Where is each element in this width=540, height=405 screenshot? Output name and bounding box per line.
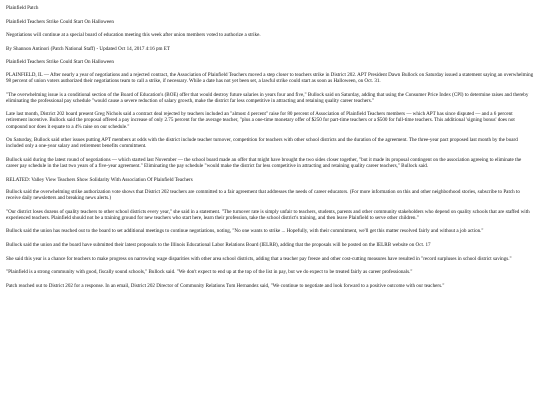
paragraph: Bullock said the union has reached out to the board to set additional meetings to continue negotiations, noting, "No one wants to strike ... Hopefully, with their commitment, we'll get this matter resolved fairly and without a job action."	[6, 228, 484, 235]
paragraph: "The overwhelming issue is a conditional section of the Board of Education's (BOE) offer that would destroy future salaries in years four and five," Bullock said on Saturday, adding that using the Consumer Price Index (CPI) to determine raises and thereby eliminating the professional pay schedule "would cause a severe reduction of salary growth, make the district far less competitive in attracting and retaining quality career teachers."	[6, 91, 529, 104]
paragraph: "Our district loses dozens of quality teachers to other school districts every year," she said in a statement. "The turnover rate is simply unfair to teachers, students, parents and other community stakeholders who depend on quality schools that are staffed with experienced teachers. Plainfield should not be a training ground for new teachers who start here, learn their profession, take the school district's training, and then leave Plainfield to serve other children."	[6, 208, 530, 221]
paragraph: Bullock said the union and the board have submitted their latest proposals to the Illinois Educational Labor Relations Board (IELRB), adding that the proposals will be posted on the IELRB website on Oct. 17	[6, 242, 431, 249]
paragraph: On Saturday, Bullock said other issues putting APT members at odds with the district include teacher turnover, competition for teachers with other school districts and the duration of the agreement. The three-year pact proposed last month by the board included only a one-year salary and retirement benefits commitment.	[6, 137, 518, 150]
byline: By Shannon Antinori (Patch National Staff) - Updated Oct 14, 2017 4:16 pm ET	[6, 45, 171, 52]
paragraph: PLAINFIELD, IL — After nearly a year of negotiations and a rejected contract, the Association of Plainfield Teachers moved a step closer to teachers strike in District 202. APT President Dawn Bullock on Saturday issued a statement saying an overwhelming 98 percent of union voters authorized their negotiations team to call a strike, if necessary. While a date has not yet been set, a lawful strike could start as soon as Halloween, on Oct. 31.	[6, 71, 534, 85]
paragraph: Late last month, District 202 board present Greg Nichols said a contract deal rejected by teachers included an "almost 4 percent" raise for 80 percent of Association of Plainfield Teachers members — which APT has since disputed — and a 6 percent retirement incentive. Bullock said the proposal offered a pay increase of only 2.75 percent for the average teacher, "plus a one-time monetary offer of $250 for part-time teachers or a $500 for full-time teachers. This additional 'signing bonus' does not compound nor does it equate to a 4% raise on our schedule."	[6, 111, 515, 130]
paragraph: "Plainfield is a strong community with good, fiscally sound schools," Bullock said. "We don't expect to end up at the top of the list in pay, but we do expect to be treated fairly as career professionals."	[6, 269, 413, 276]
headline: Plainfield Teachers Strike Could Start On Halloween	[6, 18, 114, 25]
article-body	[6, 72, 534, 289]
site-name: Plainfield Patch	[6, 5, 39, 11]
headline-repeat: Plainfield Teachers Strike Could Start On Halloween	[6, 58, 114, 65]
paragraph: She said this year is a chance for teachers to make progress on narrowing wage disparities with other area school districts, adding that a teacher pay freeze and other cost-cutting measures have resulted in "record surpluses in school district savings."	[6, 255, 512, 262]
related-link[interactable]: RELATED: Valley View Teachers Show Solidarity With Association Of Plainfield Teachers	[6, 176, 193, 183]
dek: Negotiations will continue at a special board of education meeting this week after union members voted to authorize a strike.	[6, 32, 261, 39]
paragraph: Bullock said the overwhelming strike authorization vote shows that District 202 teachers are committed to a fair agreement that addresses the needs of career educators. (For more information on this and other neighborhood stories, subscribe to Patch to receive daily newsletters and breaking news alerts.)	[6, 189, 520, 202]
paragraph: Bullock said during the latest round of negotiations — which started last November — the school board made an offer that might have brought the two sides closer together, "but it made its proposal contingent on the association agreeing to eliminate the career pay schedule in the last two years of a five-year agreement." Eliminating the pay schedule "would make the district far less competitive in attracting and retaining quality career teachers," Bullock said.	[6, 156, 522, 169]
paragraph: Patch reached out to District 202 for a response. In an email, District 202 Director of Community Relations Tom Hernandez said, "We continue to negotiate and look forward to a positive outcome with our teachers."	[6, 282, 445, 289]
